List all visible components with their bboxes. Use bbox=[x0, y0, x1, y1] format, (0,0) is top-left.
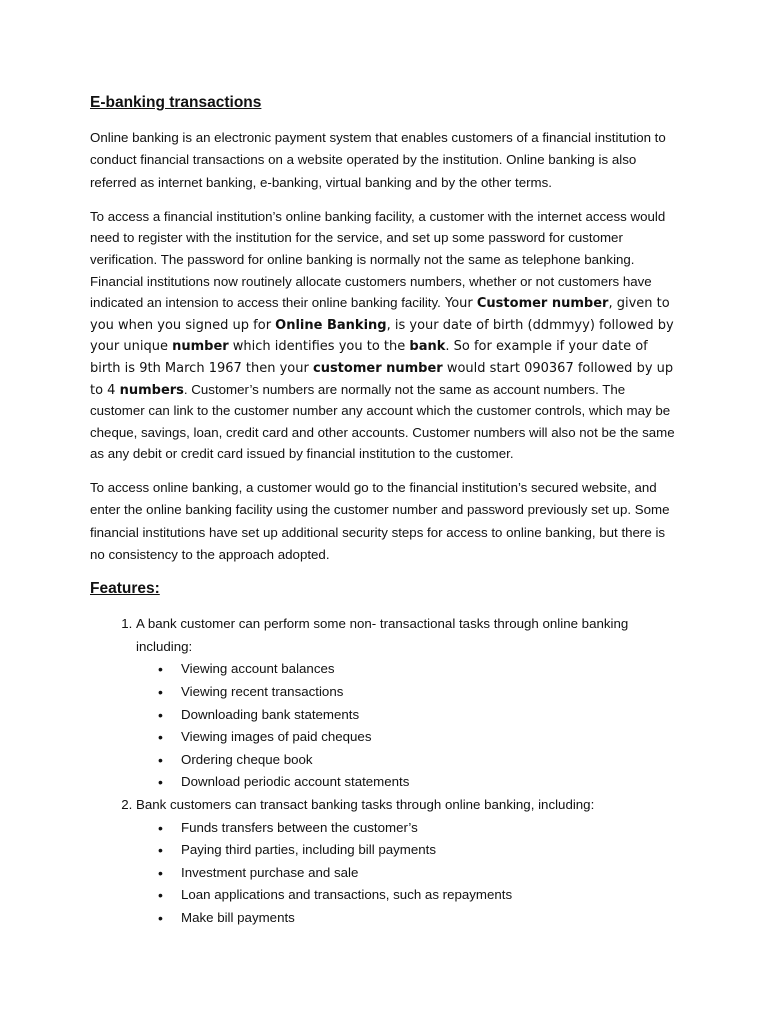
features-list bbox=[90, 613, 682, 929]
feature-subitem: • Downloading bank statements bbox=[158, 704, 682, 727]
text-run-bold: bank bbox=[409, 339, 446, 355]
feature-text: Bank customers can transact banking tasks through online banking, including: bbox=[136, 796, 595, 812]
feature-subitem: • Ordering cheque book bbox=[158, 749, 682, 772]
text-run-bold: customer number bbox=[312, 361, 443, 377]
feature-subitem: • Make bill payments bbox=[158, 907, 682, 930]
paragraph-access-text: To access a financial institution’s online banking facility, a customer with the internet access would need to register with the institution for the service, and set up some password for customer verification. The password for online banking is normally not the same as telephone banking. Financial institutions now routinely allocate customers numbers, whether or not customers have indicated an intension to access their online banking facility. bbox=[90, 208, 666, 311]
text-run: , is your date of birth (ddmmyy) followed by your unique bbox=[90, 317, 674, 355]
text-run: Your bbox=[440, 296, 477, 312]
text-run-bold: Online Banking bbox=[275, 317, 387, 333]
feature-subitem: • Paying third parties, including bill payments bbox=[158, 839, 682, 862]
text-run-bold: Customer number bbox=[476, 296, 609, 312]
feature-subitem: • Viewing images of paid cheques bbox=[158, 726, 682, 749]
document-page bbox=[90, 92, 682, 930]
text-run-bold: number bbox=[172, 339, 229, 355]
paragraph-secure-access: To access online banking, a customer would go to the financial institution’s secured website, and enter the online banking facility using the customer number and password previously set up. Some financial institutions have set up additional security steps for access to online banking, but there is no consistency to the approach adopted. bbox=[90, 480, 670, 562]
text-run: would start 090367 followed by up to 4 bbox=[90, 361, 674, 398]
paragraph-access bbox=[90, 206, 682, 465]
text-run: . Customer’s numbers are normally not the same as account numbers. The customer can link to the customer number any account which the customer controls, which may be cheque, savings, loan, credit card and other accounts. Customer numbers will also not be the same as any debit or credit card issued by financial institution to the customer. bbox=[90, 381, 675, 462]
feature-subitem: • Viewing recent transactions bbox=[158, 681, 682, 704]
feature-subitem: • Download periodic account statements bbox=[158, 771, 682, 794]
feature-item bbox=[136, 613, 682, 794]
document-title: E-banking transactions bbox=[90, 94, 262, 111]
paragraph-intro: Online banking is an electronic payment system that enables customers of a financial institution to conduct financial transactions on a website operated by the institution. Online banking is also referred as internet banking, e-banking, virtual banking and by the other terms. bbox=[90, 130, 666, 190]
feature-subitem: • Funds transfers between the customer’s bbox=[158, 817, 682, 840]
features-heading: Features: bbox=[90, 580, 160, 598]
text-run: which identifies you to the bbox=[228, 339, 410, 355]
feature-subitem: • Investment purchase and sale bbox=[158, 862, 682, 885]
feature-sublist bbox=[136, 817, 682, 930]
text-run: , given to you when you signed up for bbox=[90, 296, 670, 333]
feature-text: A bank customer can perform some non- transactional tasks through online banking including: bbox=[136, 616, 629, 654]
feature-sublist bbox=[136, 658, 682, 794]
feature-subitem: • Loan applications and transactions, such as repayments bbox=[158, 884, 682, 907]
text-run-bold: numbers bbox=[119, 382, 184, 398]
feature-item bbox=[136, 794, 682, 930]
feature-subitem: • Viewing account balances bbox=[158, 658, 682, 681]
text-run: . So for example if your date of birth is 9th March 1967 then your bbox=[90, 339, 648, 377]
